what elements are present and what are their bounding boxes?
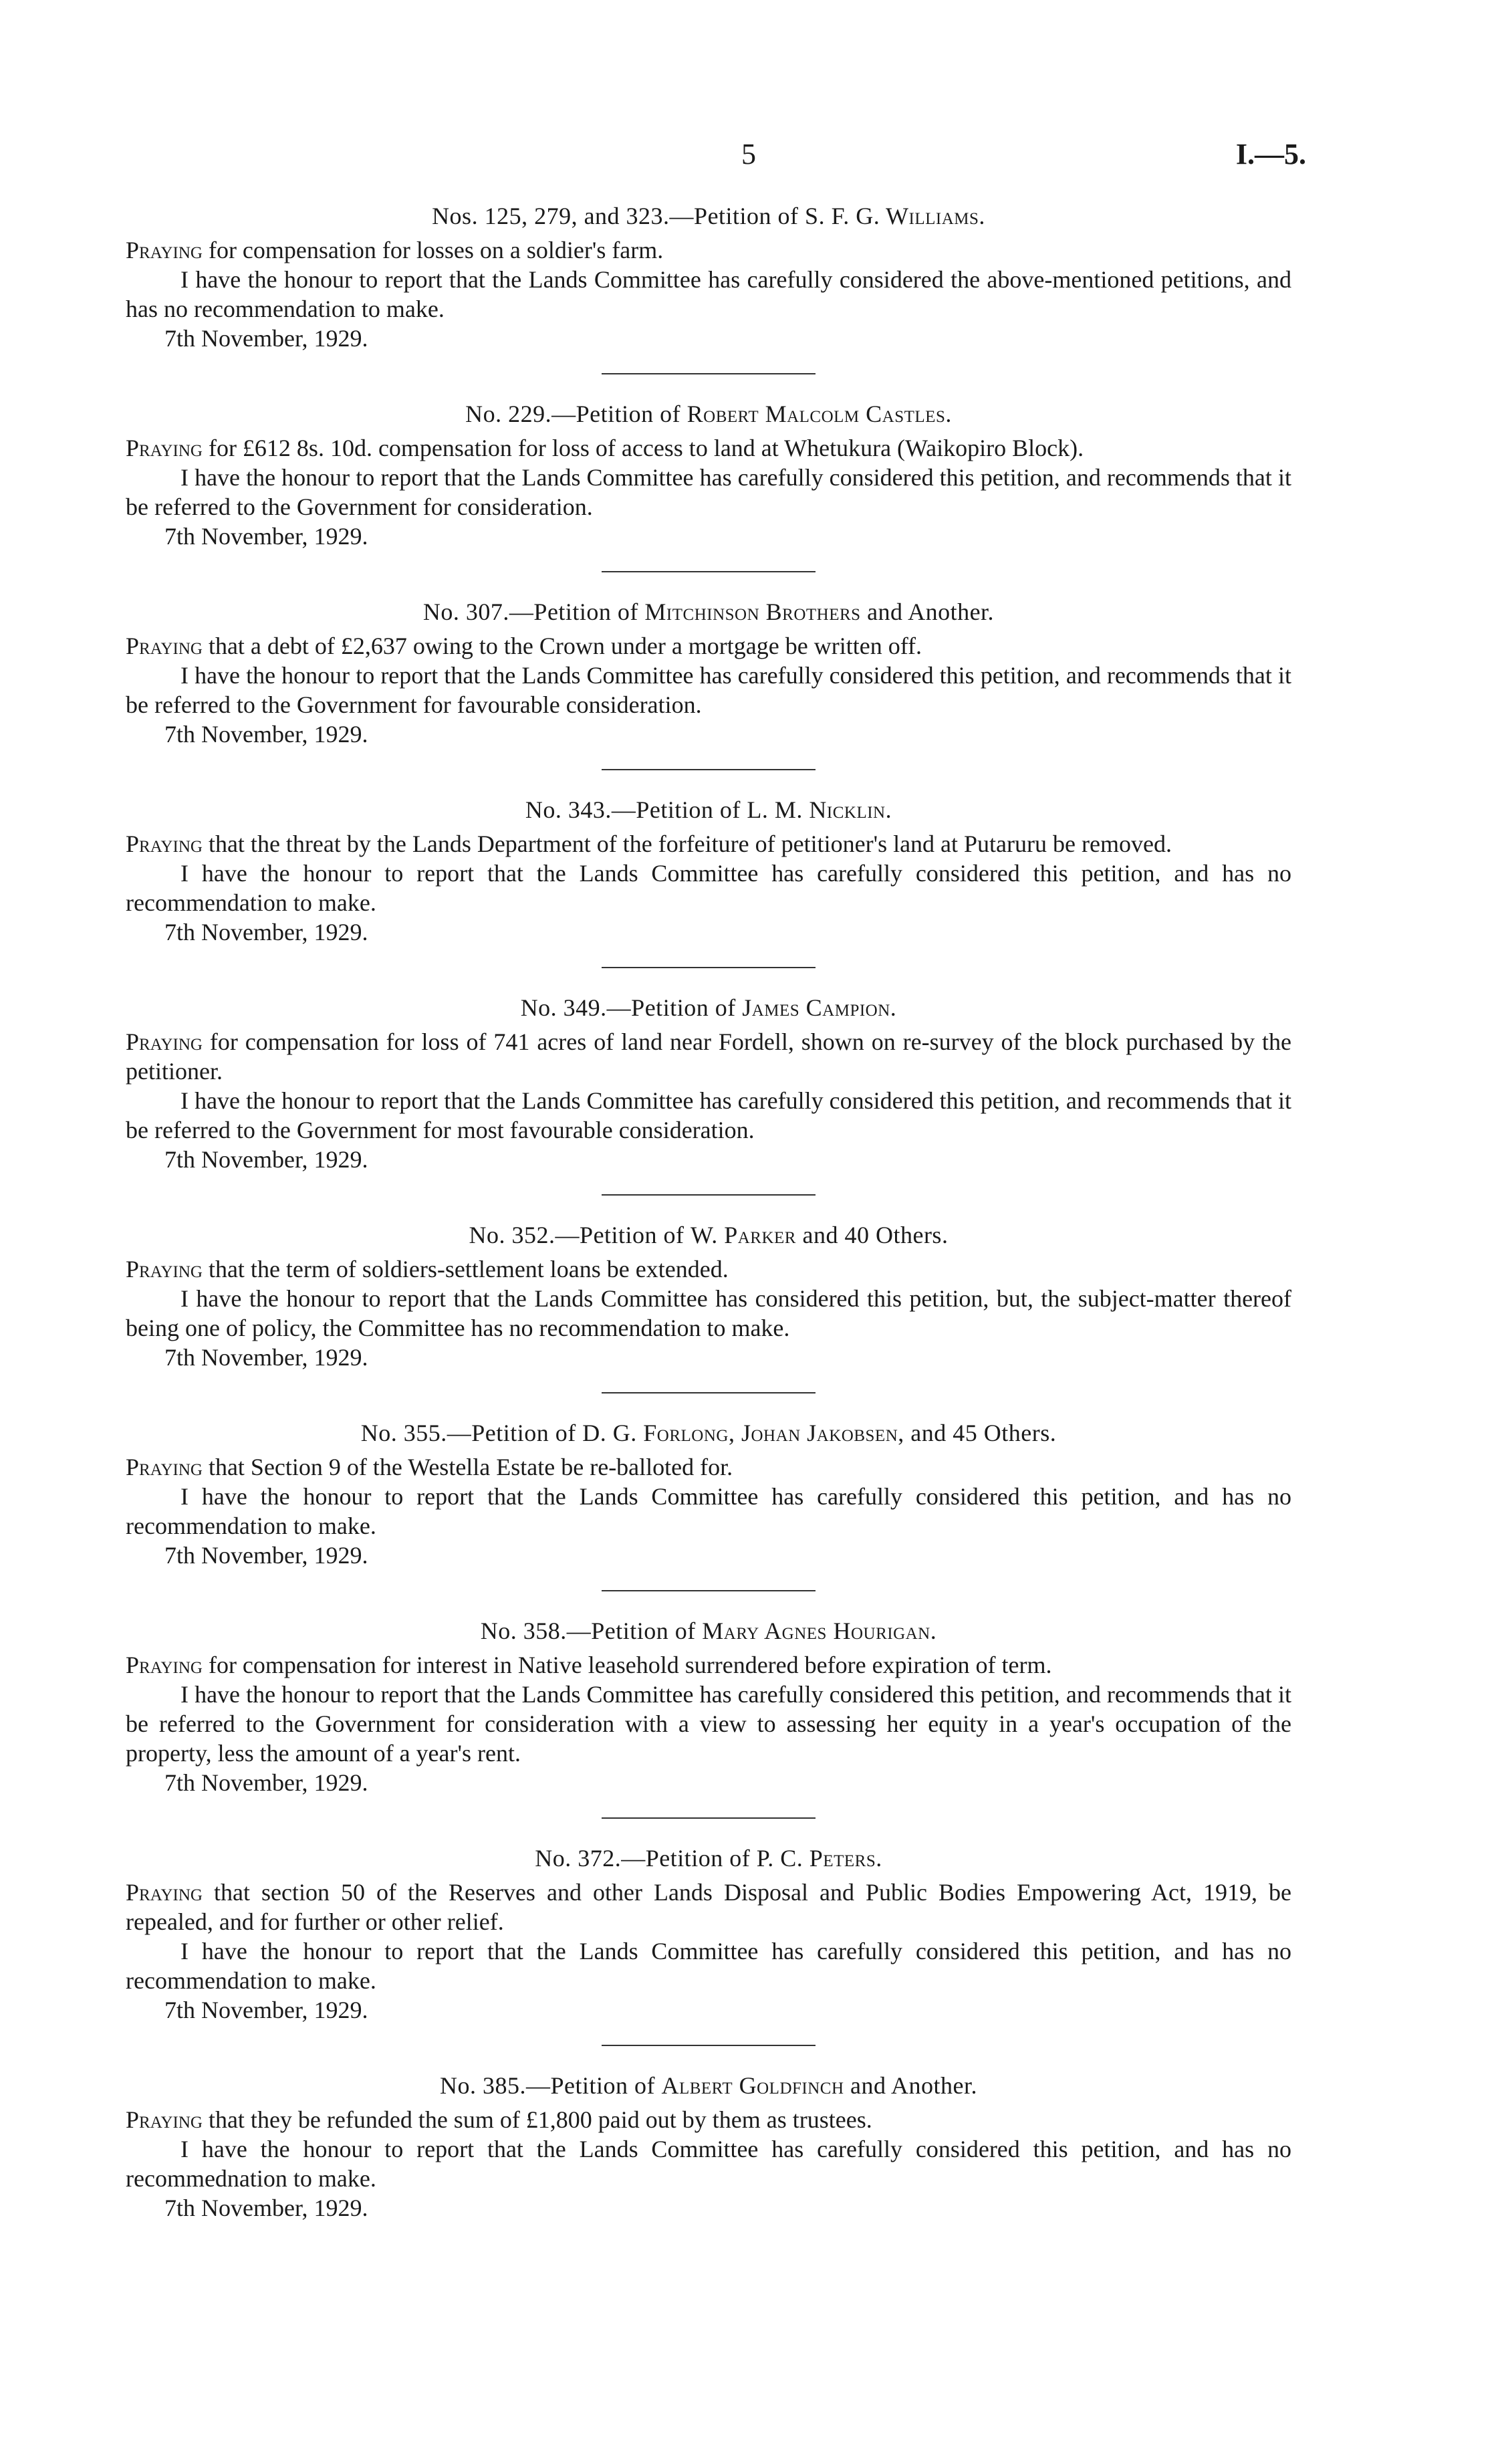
petition-title: No. 349.—Petition of James Campion.	[520, 994, 897, 1021]
petition-title: Nos. 125, 279, and 323.—Petition of S. F. G. Williams.	[432, 203, 985, 229]
petition-entry	[126, 399, 1291, 596]
section-divider	[602, 1194, 816, 1196]
petition-entry	[126, 794, 1291, 992]
section-divider	[602, 769, 816, 770]
committee-report: I have the honour to report that the Lands Committee has carefully considered this petition, and recommends that it be referred to the Government for consideration with a view to assessing her equity in a year's occupation of the property, less the amount of a year's rent.	[126, 1681, 1291, 1767]
committee-report: I have the honour to report that the Lands Committee has carefully considered this petition, and has no recommendation to make.	[126, 860, 1291, 916]
petition-title: No. 385.—Petition of Albert Goldfinch and Another.	[439, 2072, 978, 2099]
petition-title: No. 372.—Petition of P. C. Peters.	[535, 1845, 882, 1872]
report-date: 7th November, 1929.	[164, 1542, 368, 1569]
committee-report: I have the honour to report that the Lands Committee has carefully considered this petition, and recommends that it be referred to the Government for most favourable consideration.	[126, 1087, 1291, 1143]
section-divider	[602, 1590, 816, 1591]
petition-title: No. 307.—Petition of Mitchinson Brothers and Another.	[422, 598, 995, 625]
petition-title: No. 352.—Petition of W. Parker and 40 Others.	[469, 1222, 949, 1248]
petitioner-name: Robert Malcolm Castles	[686, 401, 946, 427]
committee-report: I have the honour to report that the Lands Committee has carefully considered the above-mentioned petitions, and has no recommendation to make.	[126, 266, 1291, 322]
report-date: 7th November, 1929.	[164, 721, 368, 748]
report-date: 7th November, 1929.	[164, 325, 368, 352]
petitions-list	[126, 201, 1291, 2223]
praying-clause: Praying for £612 8s. 10d. compensation for loss of access to land at Whetukura (Waikopiro Block).	[126, 435, 1084, 461]
praying-clause: Praying that a debt of £2,637 owing to the Crown under a mortgage be written off.	[126, 633, 922, 659]
section-divider	[602, 1392, 816, 1393]
report-date: 7th November, 1929.	[164, 2195, 368, 2221]
petitioner-name: Mary Agnes Hourigan	[702, 1617, 930, 1644]
petition-entry	[126, 201, 1291, 399]
committee-report: I have the honour to report that the Lands Committee has carefully considered this petition, and has no recommednation to make.	[126, 2136, 1291, 2192]
petition-entry	[126, 596, 1291, 794]
petition-entry	[126, 2070, 1291, 2223]
petition-entry	[126, 1615, 1291, 1843]
committee-report: I have the honour to report that the Lands Committee has carefully considered this petition, and has no recommendation to make.	[126, 1938, 1291, 1994]
committee-report: I have the honour to report that the Lands Committee has carefully considered this petition, and has no recommendation to make.	[126, 1483, 1291, 1539]
praying-clause: Praying that they be refunded the sum of £1,800 paid out by them as trustees.	[126, 2106, 872, 2133]
petitioner-name: Mitchinson Brothers	[644, 598, 861, 625]
petitioner-name: S. F. G. Williams	[805, 203, 979, 229]
section-divider	[602, 373, 816, 374]
petitioner-name: Albert Goldfinch	[661, 2072, 844, 2099]
report-date: 7th November, 1929.	[164, 523, 368, 550]
petition-title: No. 343.—Petition of L. M. Nicklin.	[525, 796, 892, 823]
praying-clause: Praying that the term of soldiers-settlement loans be extended.	[126, 1256, 729, 1282]
page-number: 5	[741, 138, 756, 171]
report-date: 7th November, 1929.	[164, 1769, 368, 1796]
praying-clause: Praying for compensation for interest in Native leasehold surrendered before expiration of term.	[126, 1652, 1052, 1678]
section-divider	[602, 2045, 816, 2046]
petitioner-name: L. M. Nicklin	[747, 796, 886, 823]
petition-title: No. 358.—Petition of Mary Agnes Hourigan.	[480, 1617, 937, 1644]
praying-clause: Praying that the threat by the Lands Department of the forfeiture of petitioner's land at Putaruru be removed.	[126, 830, 1172, 857]
section-divider	[602, 967, 816, 968]
praying-clause: Praying for compensation for loss of 741 acres of land near Fordell, shown on re-survey of the block purchased by the petitioner.	[126, 1028, 1291, 1085]
petitioner-name: W. Parker	[691, 1222, 796, 1248]
petition-entry	[126, 992, 1291, 1220]
document-reference: I.—5.	[1235, 138, 1306, 171]
petitioner-name: D. G. Forlong, Johan Jakobsen	[582, 1420, 898, 1446]
committee-report: I have the honour to report that the Lands Committee has considered this petition, but, the subject-matter thereof being one of policy, the Committee has no recommendation to make.	[126, 1285, 1291, 1341]
praying-clause: Praying that section 50 of the Reserves and other Lands Disposal and Public Bodies Empowering Act, 1919, be repealed, and for further or other relief.	[126, 1879, 1291, 1935]
report-date: 7th November, 1929.	[164, 1344, 368, 1371]
section-divider	[602, 1817, 816, 1819]
report-date: 7th November, 1929.	[164, 919, 368, 945]
section-divider	[602, 571, 816, 572]
report-date: 7th November, 1929.	[164, 1146, 368, 1173]
petitioner-name: James Campion	[742, 994, 890, 1021]
petition-entry	[126, 1843, 1291, 2070]
report-date: 7th November, 1929.	[164, 1997, 368, 2023]
praying-clause: Praying for compensation for losses on a soldier's farm.	[126, 237, 664, 263]
committee-report: I have the honour to report that the Lands Committee has carefully considered this petition, and recommends that it be referred to the Government for favourable consideration.	[126, 662, 1291, 718]
petition-entry	[126, 1220, 1291, 1418]
praying-clause: Praying that Section 9 of the Westella Estate be re-balloted for.	[126, 1454, 733, 1480]
petition-title: No. 355.—Petition of D. G. Forlong, Johan Jakobsen, and 45 Others.	[360, 1420, 1057, 1446]
petitioner-name: P. C. Peters	[756, 1845, 876, 1872]
committee-report: I have the honour to report that the Lands Committee has carefully considered this petition, and recommends that it be referred to the Government for consideration.	[126, 464, 1291, 520]
petition-title: No. 229.—Petition of Robert Malcolm Castles.	[465, 401, 952, 427]
petition-entry	[126, 1418, 1291, 1615]
